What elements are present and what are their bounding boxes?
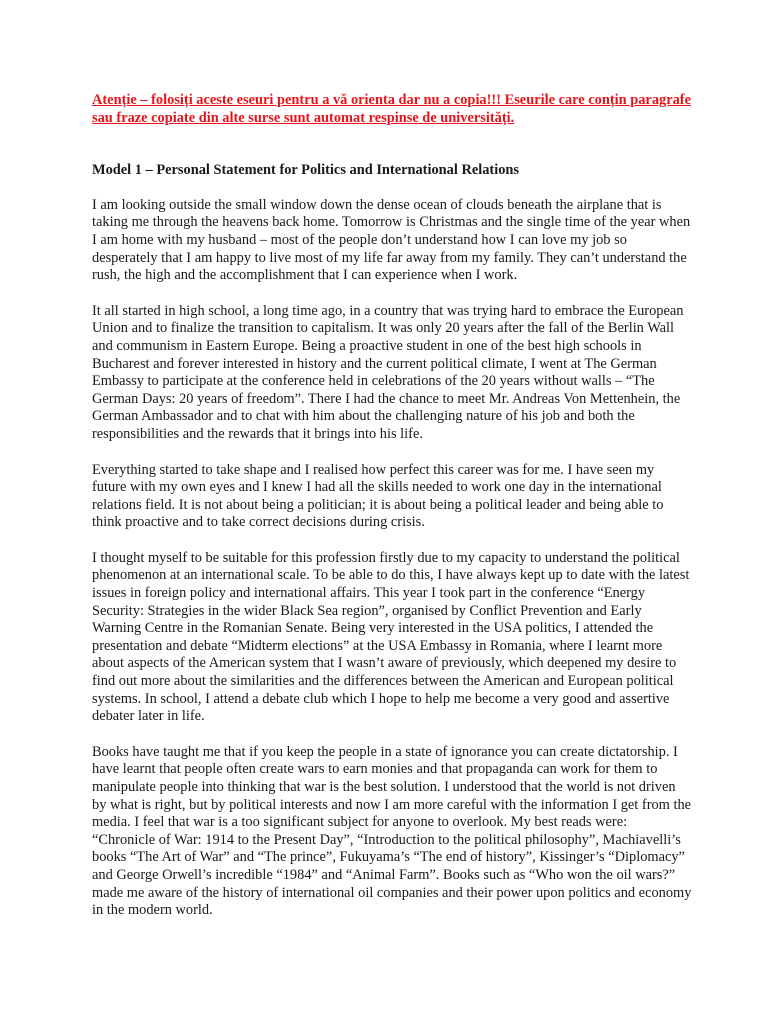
paragraph-3: Everything started to take shape and I realised how perfect this career was for me. I have seen my future with my own eyes and I knew I had all the skills needed to work one day in the international relations field. It is not about being a politician; it is about being a political leader and being able to think proactive and to take correct decisions during crisis. — [92, 461, 664, 531]
document-title: Model 1 – Personal Statement for Politics and International Relations — [92, 162, 520, 179]
paragraph-2: It all started in high school, a long time ago, in a country that was trying hard to embrace the European Union and to finalize the transition to capitalism. It was only 20 years after the fall of the Berlin Wall and communism in Eastern Europe. Being a proactive student in one of the best high schools in Bucharest and forever interested in history and the current political climate, I went at The German Embassy to participate at the conference held in celebrations of the 20 years without walls – “The German Days: 20 years of freedom”. There I had the chance to meet Mr. Andreas Von Mettenhein, the German Ambassador and to chat with him about the challenging nature of his job and both the responsibilities and the rewards that it brings into his life. — [92, 302, 684, 442]
paragraph-4: I thought myself to be suitable for this profession firstly due to my capacity to understand the political phenomenon at an international scale. To be able to do this, I have always kept up to date with the latest issues in foreign policy and international affairs. This year I took part in the conference “Energy Security: Strategies in the wider Black Sea region”, organised by Conflict Prevention and Early Warning Centre in the Romanian Senate. Being very interested in the USA politics, I attended the presentation and debate “Midterm elections” at the USA Embassy in Romania, where I learnt more about aspects of the American system that I wasn’t aware of previously, which deepened my desire to find out more about the similarities and the differences between the American and European political systems. In school, I attend a debate club which I hope to help me become a very good and assertive debater later in life. — [92, 549, 690, 725]
paragraph-1: I am looking outside the small window down the dense ocean of clouds beneath the airplane that is taking me through the heavens back home. Tomorrow is Christmas and the single time of the year when I am home with my husband – most of the people don’t understand how I can love my job so desperately that I am happy to live most of my life far away from my family. They can’t understand the rush, the high and the accomplishment that I can experience when I work. — [92, 196, 691, 284]
warning-notice: Atenție – folosiți aceste eseuri pentru a vă orienta dar nu a copia!!! Eseurile care conțin paragrafe sau fraze copiate din alte surse sunt automat respinse de universități. — [92, 92, 691, 126]
document-page — [92, 92, 692, 920]
paragraph-5: Books have taught me that if you keep the people in a state of ignorance you can create dictatorship. I have learnt that people often create wars to earn monies and that propaganda can work for them to manipulate people into thinking that war is the best solution. I understood that the world is not driven by what is right, but by political interests and now I am more careful with the information I get from the media. I feel that war is a too significant subject for anyone to overlook. My best reads were: “Chronicle of War: 1914 to the Present Day”, “Introduction to the political philosophy”, Machiavelli’s books “The Art of War” and “The prince”, Fukuyama’s “The end of history”, Kissinger’s “Diplomacy” and George Orwell’s incredible “1984” and “Animal Farm”. Books such as “Who won the oil wars?” made me aware of the history of international oil companies and their power upon politics and economy in the modern world. — [92, 743, 692, 919]
